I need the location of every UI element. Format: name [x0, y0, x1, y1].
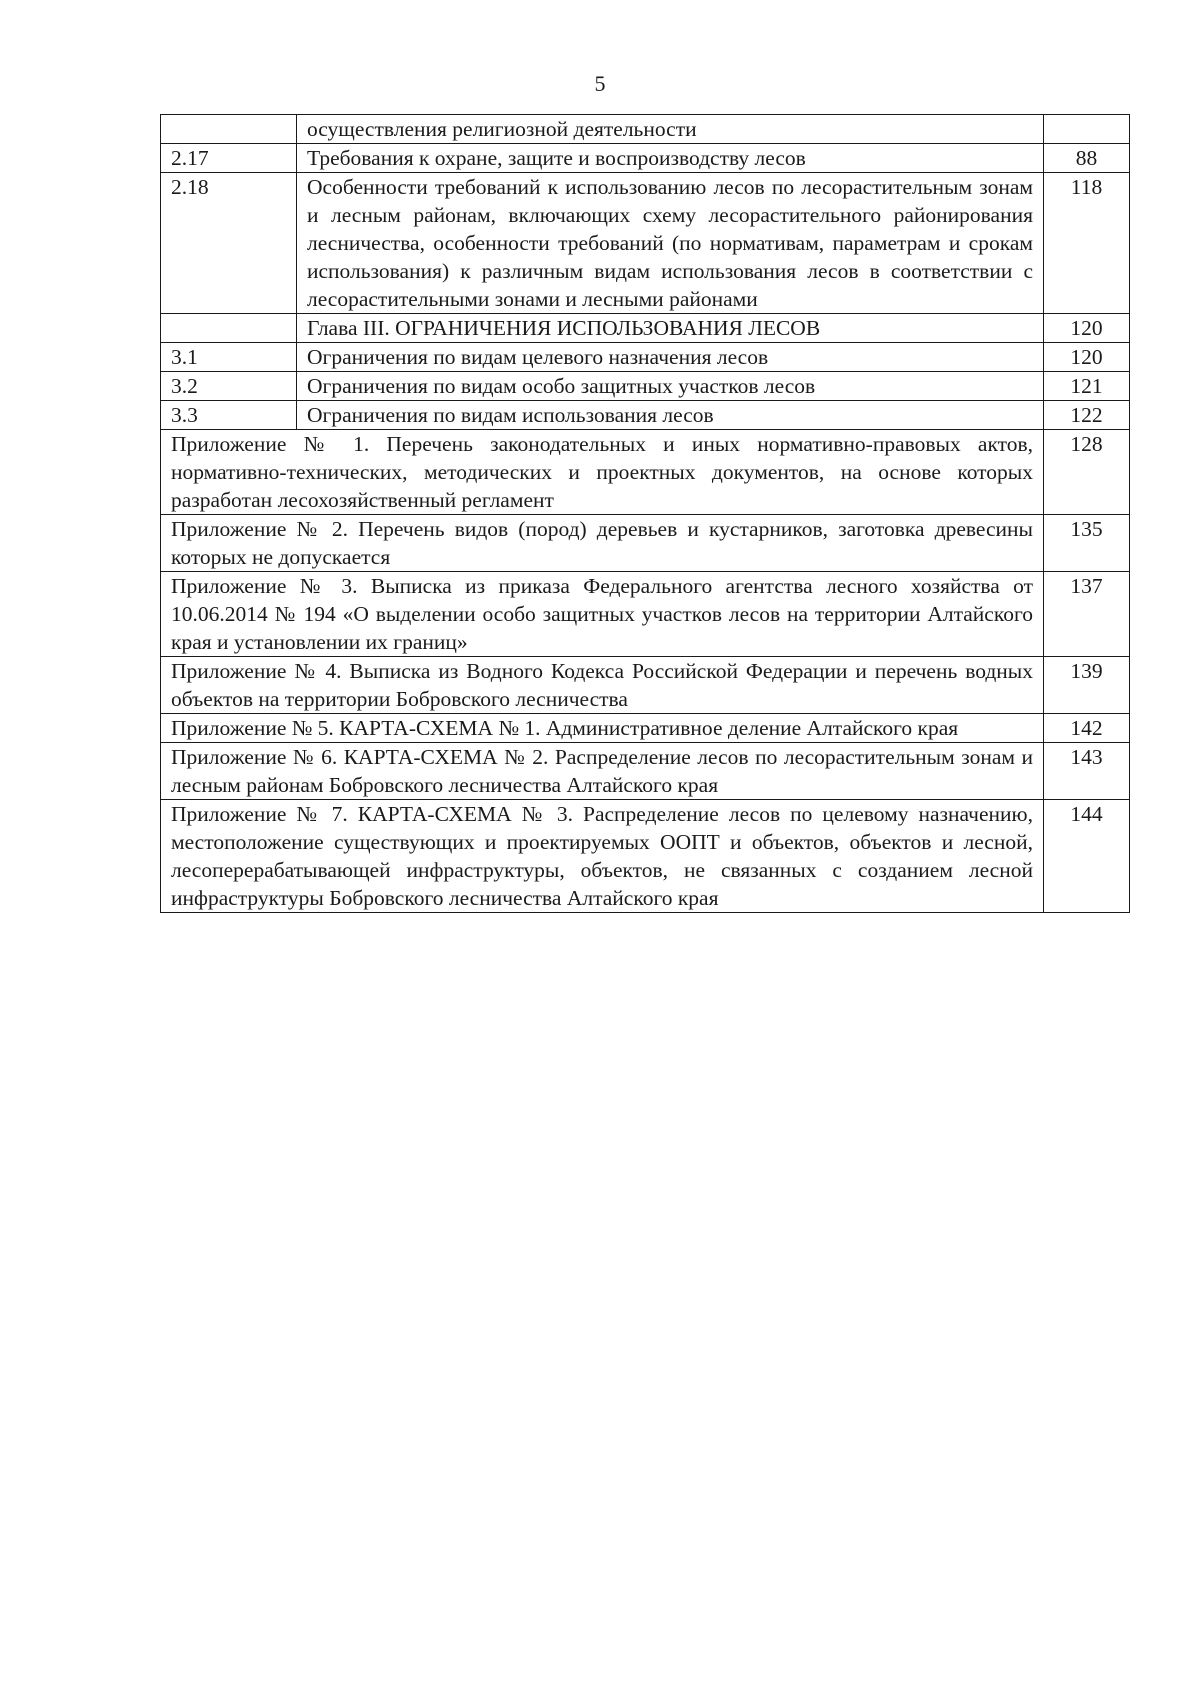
page-ref: 137: [1044, 572, 1130, 657]
page-number: 5: [594, 71, 606, 96]
toc-row: [161, 372, 1130, 401]
page-ref: 135: [1044, 515, 1130, 572]
appendix-title: Приложение № 2. Перечень видов (пород) деревьев и кустарников, заготовка древесины которых не допускается: [161, 515, 1044, 572]
appendix-row: [161, 515, 1130, 572]
page-ref: 143: [1044, 743, 1130, 800]
appendix-title: Приложение № 7. КАРТА-СХЕМА № 3. Распределение лесов по целевому назначению, местоположение существующих и проектируемых ООПТ и объектов, объектов и лесной, лесоперерабатывающей инфраструктуры, объектов, не связанных с созданием лесной инфраструктуры Бобровского лесничества Алтайского края: [161, 800, 1044, 913]
page-ref: 142: [1044, 714, 1130, 743]
section-number: 3.1: [161, 343, 297, 372]
appendix-row: [161, 657, 1130, 714]
section-number: [161, 314, 297, 343]
page-ref: 120: [1044, 314, 1130, 343]
page-ref: [1044, 115, 1130, 144]
section-number: 2.18: [161, 173, 297, 314]
appendix-row: [161, 714, 1130, 743]
section-title: Особенности требований к использованию лесов по лесорастительным зонам и лесным районам, включающих схему лесорастительного районирования лесничества, особенности требований (по нормативам, параметрам и срокам использования) к различным видам использования лесов в соответствии с лесорастительными зонами и лесными районами: [297, 173, 1044, 314]
appendix-title: Приложение № 5. КАРТА-СХЕМА № 1. Административное деление Алтайского края: [161, 714, 1044, 743]
page-ref: 139: [1044, 657, 1130, 714]
appendix-title: Приложение № 4. Выписка из Водного Кодекса Российской Федерации и перечень водных объектов на территории Бобровского лесничества: [161, 657, 1044, 714]
section-title: Ограничения по видам особо защитных участков лесов: [297, 372, 1044, 401]
appendix-title: Приложение № 1. Перечень законодательных и иных нормативно-правовых актов, нормативно-технических, методических и проектных документов, на основе которых разработан лесохозяйственный регламент: [161, 430, 1044, 515]
page-ref: 121: [1044, 372, 1130, 401]
toc-row: [161, 144, 1130, 173]
appendix-row: [161, 800, 1130, 913]
page-ref: 122: [1044, 401, 1130, 430]
page-ref: 144: [1044, 800, 1130, 913]
appendix-row: [161, 572, 1130, 657]
section-title: осуществления религиозной деятельности: [297, 115, 1044, 144]
section-number: 3.2: [161, 372, 297, 401]
page-ref: 120: [1044, 343, 1130, 372]
section-number: 2.17: [161, 144, 297, 173]
page-ref: 128: [1044, 430, 1130, 515]
appendix-title: Приложение № 3. Выписка из приказа Федерального агентства лесного хозяйства от 10.06.2014 № 194 «О выделении особо защитных участков лесов на территории Алтайского края и установлении их границ»: [161, 572, 1044, 657]
section-title: Требования к охране, защите и воспроизводству лесов: [297, 144, 1044, 173]
section-title: Ограничения по видам использования лесов: [297, 401, 1044, 430]
section-number: [161, 115, 297, 144]
appendix-row: [161, 743, 1130, 800]
toc-row: [161, 115, 1130, 144]
chapter-title: Глава III. ОГРАНИЧЕНИЯ ИСПОЛЬЗОВАНИЯ ЛЕСОВ: [297, 314, 1044, 343]
toc-row: [161, 314, 1130, 343]
page-ref: 118: [1044, 173, 1130, 314]
appendix-title: Приложение № 6. КАРТА-СХЕМА № 2. Распределение лесов по лесорастительным зонам и лесным районам Бобровского лесничества Алтайского края: [161, 743, 1044, 800]
toc-row: [161, 173, 1130, 314]
toc-row: [161, 401, 1130, 430]
table-of-contents: [160, 114, 1130, 913]
page-ref: 88: [1044, 144, 1130, 173]
section-title: Ограничения по видам целевого назначения лесов: [297, 343, 1044, 372]
toc-row: [161, 343, 1130, 372]
section-number: 3.3: [161, 401, 297, 430]
appendix-row: [161, 430, 1130, 515]
